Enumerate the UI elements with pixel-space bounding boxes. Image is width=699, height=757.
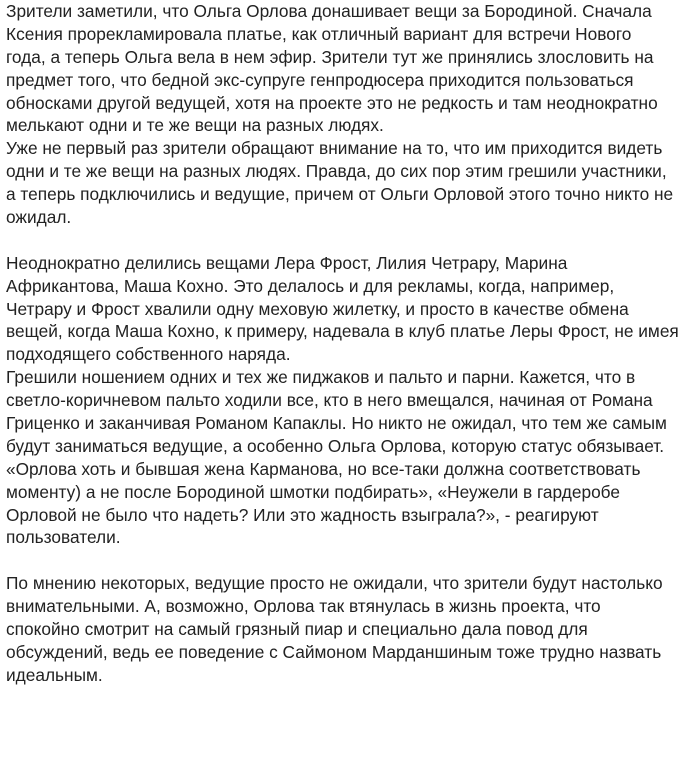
paragraph-borodina-dress bbox=[6, 0, 699, 137]
text-line: одни и те же вещи на разных людях. Правда, до сих пор этим грешили участники, bbox=[6, 161, 667, 182]
text-line: внимательными. А, возможно, Орлова так втянулась в жизнь проекта, что bbox=[6, 596, 601, 617]
text-line: подходящего собственного наряда. bbox=[6, 344, 291, 365]
text-line: Уже не первый раз зрители обращают внимание на то, что им приходится видеть bbox=[6, 138, 663, 159]
text-line: По мнению некоторых, ведущие просто не ожидали, что зрители будут настолько bbox=[6, 573, 663, 594]
text-line: моменту) а не после Бородиной шмотки подбирать», «Неужели в гардеробе bbox=[6, 481, 620, 502]
text-line: обносками другой ведущей, хотя на проекте это не редкость и там неоднократно bbox=[6, 92, 658, 113]
paragraph-gap bbox=[6, 549, 699, 572]
text-line: пользователи. bbox=[6, 527, 121, 548]
paragraph-gap bbox=[6, 229, 699, 252]
text-line: Ксения прорекламировала платье, как отличный вариант для встречи Нового bbox=[6, 23, 632, 44]
text-line: Зрители заметили, что Ольга Орлова донашивает вещи за Бородиной. Сначала bbox=[6, 1, 652, 21]
text-line: спокойно смотрит на самый грязный пиар и специально дала повод для bbox=[6, 619, 588, 640]
text-line: светло-коричневом пальто ходили все, кто в него вмещался, начиная от Романа bbox=[6, 390, 653, 411]
text-line: Орловой не было что надеть? Или это жадность взыграла?», - реагируют bbox=[6, 504, 599, 525]
text-line: «Орлова хоть и бывшая жена Карманова, но все-таки должна соответствовать bbox=[6, 458, 641, 479]
text-line: года, а теперь Ольга вела в нем эфир. Зрители тут же принялись злословить на bbox=[6, 46, 654, 67]
text-line: идеальным. bbox=[6, 664, 103, 685]
text-line: предмет того, что бедной экс-супруге генпродюсера приходится пользоваться bbox=[6, 69, 634, 90]
paragraph-opinions bbox=[6, 572, 699, 686]
text-line: Грешили ношением одних и тех же пиджаков и пальто и парни. Кажется, что в bbox=[6, 367, 636, 388]
text-line: Четрару и Фрост хвалили одну меховую жилетку, и просто в качестве обмена bbox=[6, 298, 629, 319]
text-line: ожидал. bbox=[6, 207, 72, 228]
paragraph-shared-clothes bbox=[6, 252, 699, 366]
paragraph-guys-coats bbox=[6, 366, 699, 549]
text-line: вещей, когда Маша Кохно, к примеру, надевала в клуб платье Леры Фрост, не имея bbox=[6, 321, 679, 342]
text-line: Африкантова, Маша Кохно. Это делалось и для рекламы, когда, например, bbox=[6, 275, 615, 296]
text-line: а теперь подключились и ведущие, причем от Ольги Орловой этого точно никто не bbox=[6, 184, 674, 205]
text-line: Гриценко и заканчивая Романом Капаклы. Но никто не ожидал, что тем же самым bbox=[6, 413, 667, 434]
text-line: будут заниматься ведущие, а особенно Ольга Орлова, которую статус обязывает. bbox=[6, 435, 665, 456]
paragraph-viewers-notice bbox=[6, 137, 699, 229]
text-line: мелькают одни и те же вещи на разных людях. bbox=[6, 115, 384, 136]
text-line: Неоднократно делились вещами Лера Фрост, Лилия Четрару, Марина bbox=[6, 252, 568, 273]
text-line: обсуждений, ведь ее поведение с Саймоном Марданшиным тоже трудно назвать bbox=[6, 641, 662, 662]
